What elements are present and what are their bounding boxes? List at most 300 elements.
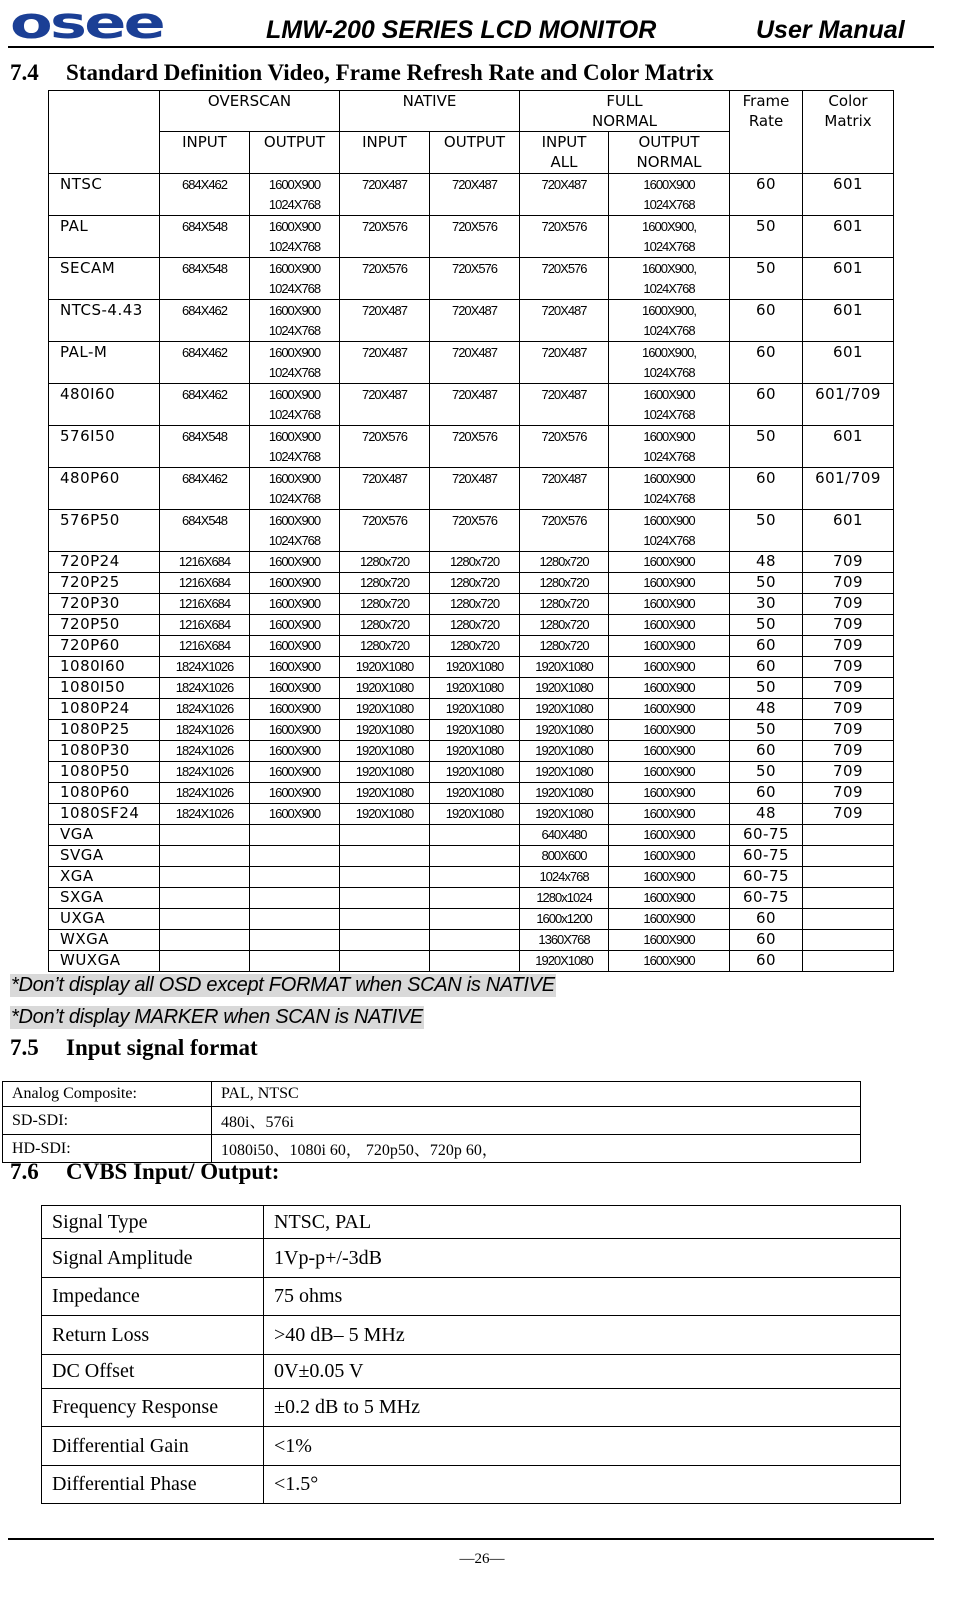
value-cell: 601/709 <box>803 468 894 510</box>
value-cell: 1920X1080 <box>340 762 430 783</box>
value-cell: <1.5° <box>264 1466 901 1504</box>
value-cell: 1600X900 1024X768 <box>250 426 340 468</box>
value-cell: 1824X1026 <box>160 741 250 762</box>
input-signal-table <box>2 1081 861 1163</box>
section-heading-7-5 <box>10 1035 258 1061</box>
value-cell <box>430 846 520 867</box>
value-cell: NTSC, PAL <box>264 1206 901 1239</box>
value-cell <box>430 825 520 846</box>
table-row <box>49 615 894 636</box>
value-cell: 684X462 <box>160 468 250 510</box>
value-cell: 50 <box>730 510 803 552</box>
value-cell <box>803 867 894 888</box>
format-name-cell: PAL <box>49 216 160 258</box>
value-cell: 709 <box>803 636 894 657</box>
value-cell: 1600X900, 1024X768 <box>609 216 730 258</box>
format-name-cell: 480I60 <box>49 384 160 426</box>
value-cell <box>430 909 520 930</box>
value-cell: 1024x768 <box>520 867 609 888</box>
note-marker: *Don’t display MARKER when SCAN is NATIVE <box>11 1006 423 1028</box>
section-heading-7-6 <box>10 1159 279 1185</box>
table-row <box>42 1239 901 1278</box>
format-name-cell: 1080P25 <box>49 720 160 741</box>
table-row <box>49 258 894 300</box>
value-cell: 1600X900 1024X768 <box>609 468 730 510</box>
value-cell: 1600X900 <box>609 552 730 573</box>
value-cell: 1600X900 <box>250 762 340 783</box>
value-cell: 1920X1080 <box>340 657 430 678</box>
value-cell: 1920X1080 <box>430 657 520 678</box>
value-cell: 1280x720 <box>340 594 430 615</box>
value-cell: 30 <box>730 594 803 615</box>
table-row <box>49 825 894 846</box>
value-cell: 720X487 <box>340 174 430 216</box>
header-line: NORMAL <box>636 153 702 171</box>
table-row <box>3 1107 861 1135</box>
value-cell: 709 <box>803 741 894 762</box>
value-cell: 1600X900 <box>250 783 340 804</box>
value-cell <box>160 909 250 930</box>
value-cell: 60 <box>730 909 803 930</box>
value-cell: 1600X900 1024X768 <box>250 258 340 300</box>
value-cell: 1600X900 <box>250 678 340 699</box>
value-cell: 601 <box>803 174 894 216</box>
value-cell: 1600X900 <box>250 552 340 573</box>
value-cell: >40 dB‒ 5 MHz <box>264 1316 901 1355</box>
table-row <box>49 216 894 258</box>
value-cell: 1216X684 <box>160 573 250 594</box>
value-cell: 1216X684 <box>160 636 250 657</box>
value-cell: 60-75 <box>730 888 803 909</box>
value-cell: 1600X900 1024X768 <box>250 216 340 258</box>
value-cell: 1824X1026 <box>160 657 250 678</box>
value-cell: 1600X900 1024X768 <box>250 468 340 510</box>
value-cell: 720X576 <box>520 258 609 300</box>
format-name-cell: WUXGA <box>49 951 160 972</box>
table-row <box>49 657 894 678</box>
value-cell: 1280x720 <box>430 552 520 573</box>
value-cell: 50 <box>730 615 803 636</box>
label-cell: HD-SDI: <box>3 1135 212 1163</box>
value-cell: 1824X1026 <box>160 783 250 804</box>
value-cell: 1600X900 <box>250 636 340 657</box>
value-cell: <1% <box>264 1427 901 1466</box>
value-cell: 720X576 <box>520 426 609 468</box>
value-cell: 720X576 <box>340 510 430 552</box>
label-cell: Analog Composite: <box>3 1082 212 1107</box>
note-osd: *Don’t display all OSD except FORMAT when SCAN is NATIVE <box>11 974 555 996</box>
value-cell: 1824X1026 <box>160 699 250 720</box>
value-cell: 684X462 <box>160 384 250 426</box>
value-cell: 1280x720 <box>430 594 520 615</box>
format-name-cell: NTCS-4.43 <box>49 300 160 342</box>
value-cell: 720X487 <box>340 468 430 510</box>
table-row <box>49 594 894 615</box>
value-cell: 720X576 <box>430 426 520 468</box>
value-cell: 709 <box>803 573 894 594</box>
subheader-cell <box>609 132 730 174</box>
osee-logo: osee <box>10 0 164 49</box>
value-cell: 720X576 <box>520 510 609 552</box>
value-cell: 1920X1080 <box>520 699 609 720</box>
value-cell: 601 <box>803 258 894 300</box>
value-cell <box>340 846 430 867</box>
value-cell: 50 <box>730 258 803 300</box>
value-cell: 1600X900 <box>250 699 340 720</box>
value-cell: 1600x1200 <box>520 909 609 930</box>
value-cell <box>160 867 250 888</box>
value-cell: 709 <box>803 699 894 720</box>
format-name-cell: 1080P50 <box>49 762 160 783</box>
value-cell: 1600X900 <box>609 594 730 615</box>
format-name-cell: 1080P30 <box>49 741 160 762</box>
value-cell <box>250 909 340 930</box>
value-cell <box>430 930 520 951</box>
table-row <box>49 804 894 825</box>
value-cell: 720X487 <box>520 384 609 426</box>
section-number: 7.5 <box>10 1035 39 1060</box>
value-cell: 1Vp-p+/-3dB <box>264 1239 901 1278</box>
value-cell <box>803 909 894 930</box>
value-cell: 684X462 <box>160 174 250 216</box>
value-cell: 60 <box>730 636 803 657</box>
format-name-cell: 1080P24 <box>49 699 160 720</box>
value-cell <box>160 930 250 951</box>
value-cell: 60-75 <box>730 867 803 888</box>
value-cell: 720X487 <box>340 300 430 342</box>
value-cell: 1600X900 <box>609 951 730 972</box>
value-cell: 1360X768 <box>520 930 609 951</box>
value-cell: 709 <box>803 762 894 783</box>
value-cell: 1280x720 <box>520 615 609 636</box>
format-name-cell: 720P24 <box>49 552 160 573</box>
value-cell: 684X548 <box>160 510 250 552</box>
value-cell: 709 <box>803 678 894 699</box>
value-cell: 50 <box>730 573 803 594</box>
format-name-cell: 1080SF24 <box>49 804 160 825</box>
value-cell: 1280x720 <box>430 636 520 657</box>
value-cell: 720X487 <box>520 300 609 342</box>
value-cell: 720X487 <box>340 342 430 384</box>
value-cell: 1600X900 <box>609 804 730 825</box>
value-cell: 684X548 <box>160 258 250 300</box>
value-cell: 1280x720 <box>520 552 609 573</box>
value-cell: 1280x720 <box>340 615 430 636</box>
value-cell: 60 <box>730 300 803 342</box>
value-cell: 1600X900 <box>250 594 340 615</box>
format-name-cell: 480P60 <box>49 468 160 510</box>
value-cell: 720X576 <box>430 510 520 552</box>
header-line: INPUT <box>541 133 587 151</box>
value-cell: 1600X900 1024X768 <box>609 510 730 552</box>
value-cell: ±0.2 dB to 5 MHz <box>264 1389 901 1427</box>
value-cell: 709 <box>803 615 894 636</box>
table-row <box>42 1316 901 1355</box>
value-cell: 1920X1080 <box>430 741 520 762</box>
format-name-cell: 1080I60 <box>49 657 160 678</box>
header-line: Frame <box>742 92 790 110</box>
header-line: Matrix <box>824 112 872 130</box>
header-line: NORMAL <box>592 112 658 130</box>
value-cell: 48 <box>730 552 803 573</box>
label-cell: Impedance <box>42 1278 264 1316</box>
format-name-cell: 576I50 <box>49 426 160 468</box>
label-cell: Differential Phase <box>42 1466 264 1504</box>
value-cell: 601 <box>803 300 894 342</box>
table-row <box>49 846 894 867</box>
value-cell: 75 ohms <box>264 1278 901 1316</box>
value-cell: 1600X900 <box>250 720 340 741</box>
format-name-cell: WXGA <box>49 930 160 951</box>
value-cell: 1920X1080 <box>340 699 430 720</box>
format-name-cell: SVGA <box>49 846 160 867</box>
value-cell <box>340 930 430 951</box>
format-name-cell: 720P25 <box>49 573 160 594</box>
value-cell: 1600X900 1024X768 <box>250 300 340 342</box>
value-cell: 1920X1080 <box>430 762 520 783</box>
section-number: 7.4 <box>10 60 39 85</box>
value-cell: 720X487 <box>430 300 520 342</box>
value-cell: 1280x720 <box>340 552 430 573</box>
value-cell: 60 <box>730 783 803 804</box>
value-cell: 1600X900 <box>609 783 730 804</box>
value-cell <box>340 867 430 888</box>
label-cell: Return Loss <box>42 1316 264 1355</box>
value-cell: 1600X900 <box>609 657 730 678</box>
value-cell: 60 <box>730 741 803 762</box>
table-row <box>49 552 894 573</box>
header-divider <box>8 46 934 48</box>
value-cell: 1920X1080 <box>430 699 520 720</box>
table-row <box>42 1389 901 1427</box>
value-cell: 50 <box>730 426 803 468</box>
value-cell: 1920X1080 <box>340 720 430 741</box>
group-header-native: NATIVE <box>340 91 520 132</box>
table-row <box>3 1082 861 1107</box>
header-line: Color <box>828 92 868 110</box>
value-cell: 60 <box>730 384 803 426</box>
format-name-cell: VGA <box>49 825 160 846</box>
value-cell: 1824X1026 <box>160 804 250 825</box>
format-name-cell: PAL-M <box>49 342 160 384</box>
value-cell: 1600X900 <box>609 909 730 930</box>
header-frame-rate <box>730 91 803 174</box>
value-cell: 50 <box>730 762 803 783</box>
value-cell: 1600X900 <box>609 699 730 720</box>
value-cell: 1600X900 <box>609 720 730 741</box>
format-name-cell: NTSC <box>49 174 160 216</box>
value-cell: 48 <box>730 699 803 720</box>
value-cell: 720X487 <box>430 468 520 510</box>
value-cell: 1280x720 <box>520 573 609 594</box>
value-cell: 60 <box>730 930 803 951</box>
table-row <box>49 762 894 783</box>
value-cell: 720X487 <box>520 174 609 216</box>
table-row <box>49 930 894 951</box>
table-row <box>49 678 894 699</box>
value-cell: 1920X1080 <box>340 678 430 699</box>
value-cell: 1280x720 <box>520 636 609 657</box>
value-cell: 1600X900 <box>609 615 730 636</box>
value-cell: 720X487 <box>430 174 520 216</box>
value-cell: 1920X1080 <box>520 783 609 804</box>
value-cell: 1216X684 <box>160 594 250 615</box>
table-row <box>42 1206 901 1239</box>
value-cell: 1920X1080 <box>340 783 430 804</box>
value-cell: 1600X900 1024X768 <box>250 510 340 552</box>
value-cell <box>430 888 520 909</box>
value-cell: 1920X1080 <box>520 804 609 825</box>
value-cell: 1600X900 <box>250 804 340 825</box>
value-cell: PAL, NTSC <box>212 1082 861 1107</box>
value-cell: 1600X900 1024X768 <box>609 174 730 216</box>
table-row <box>49 342 894 384</box>
table-row <box>49 636 894 657</box>
value-cell <box>340 951 430 972</box>
value-cell: 1600X900, 1024X768 <box>609 300 730 342</box>
value-cell <box>430 867 520 888</box>
header-line: INPUT <box>182 133 227 151</box>
value-cell <box>803 888 894 909</box>
value-cell: 1600X900 1024X768 <box>609 384 730 426</box>
value-cell: 720X576 <box>340 216 430 258</box>
format-name-cell: SECAM <box>49 258 160 300</box>
label-cell: SD-SDI: <box>3 1107 212 1135</box>
value-cell: 1920X1080 <box>520 678 609 699</box>
value-cell: 1824X1026 <box>160 762 250 783</box>
value-cell: 1920X1080 <box>340 741 430 762</box>
value-cell: 709 <box>803 594 894 615</box>
value-cell: 1920X1080 <box>520 762 609 783</box>
format-name-cell: 1080P60 <box>49 783 160 804</box>
value-cell: 60 <box>730 342 803 384</box>
value-cell: 1280x720 <box>520 594 609 615</box>
footer-divider <box>8 1538 934 1540</box>
value-cell: 1600X900 <box>609 846 730 867</box>
value-cell: 50 <box>730 216 803 258</box>
value-cell: 1280x720 <box>430 573 520 594</box>
group-header-overscan: OVERSCAN <box>160 91 340 132</box>
value-cell <box>250 951 340 972</box>
header-line: OUTPUT <box>443 133 506 151</box>
value-cell: 720X487 <box>520 468 609 510</box>
value-cell: 1920X1080 <box>430 783 520 804</box>
value-cell: 684X462 <box>160 342 250 384</box>
format-name-cell: 1080I50 <box>49 678 160 699</box>
value-cell: 709 <box>803 657 894 678</box>
value-cell: 1600X900 <box>609 636 730 657</box>
value-cell: 709 <box>803 783 894 804</box>
value-cell <box>803 951 894 972</box>
value-cell: 684X548 <box>160 426 250 468</box>
value-cell: 800X600 <box>520 846 609 867</box>
value-cell: 720X576 <box>430 216 520 258</box>
table-row <box>49 699 894 720</box>
value-cell <box>160 825 250 846</box>
value-cell: 720X576 <box>430 258 520 300</box>
value-cell: 1600X900 <box>250 657 340 678</box>
value-cell <box>340 888 430 909</box>
value-cell: 480i、576i <box>212 1107 861 1135</box>
value-cell: 720X487 <box>430 342 520 384</box>
label-cell: Signal Amplitude <box>42 1239 264 1278</box>
value-cell: 1600X900 1024X768 <box>250 384 340 426</box>
section-number: 7.6 <box>10 1159 39 1184</box>
value-cell: 1600X900 <box>609 825 730 846</box>
value-cell <box>430 951 520 972</box>
value-cell: 60-75 <box>730 846 803 867</box>
format-name-cell: UXGA <box>49 909 160 930</box>
format-name-cell: 576P50 <box>49 510 160 552</box>
header-line: FULL <box>606 92 643 110</box>
table-row <box>49 888 894 909</box>
header-color-matrix <box>803 91 894 174</box>
table-row <box>42 1427 901 1466</box>
header-line: OUTPUT <box>263 133 326 151</box>
value-cell: 60 <box>730 951 803 972</box>
value-cell: 1920X1080 <box>430 678 520 699</box>
table-row <box>49 867 894 888</box>
value-cell: 1600X900 <box>250 615 340 636</box>
label-cell: Signal Type <box>42 1206 264 1239</box>
value-cell: 1824X1026 <box>160 678 250 699</box>
cvbs-spec-table <box>41 1205 901 1504</box>
subheader-cell <box>250 132 340 174</box>
value-cell: 1600X900 <box>609 573 730 594</box>
value-cell: 684X462 <box>160 300 250 342</box>
value-cell: 1600X900 <box>250 573 340 594</box>
subheader-cell <box>160 132 250 174</box>
format-name-cell: 720P30 <box>49 594 160 615</box>
value-cell <box>250 930 340 951</box>
value-cell: 1920X1080 <box>430 720 520 741</box>
table-row <box>49 909 894 930</box>
table-row <box>49 783 894 804</box>
value-cell: 1600X900 <box>609 678 730 699</box>
value-cell <box>340 825 430 846</box>
value-cell: 601 <box>803 216 894 258</box>
header-line: Rate <box>748 112 784 130</box>
value-cell <box>160 951 250 972</box>
value-cell: 60-75 <box>730 825 803 846</box>
value-cell: 60 <box>730 468 803 510</box>
value-cell: 1280x720 <box>340 573 430 594</box>
value-cell: 1600X900 <box>609 867 730 888</box>
value-cell <box>250 846 340 867</box>
value-cell: 1216X684 <box>160 615 250 636</box>
table-row <box>42 1466 901 1504</box>
format-table <box>48 90 894 972</box>
value-cell: 601 <box>803 426 894 468</box>
value-cell: 1920X1080 <box>430 804 520 825</box>
value-cell: 709 <box>803 720 894 741</box>
value-cell: 1920X1080 <box>520 951 609 972</box>
value-cell: 601 <box>803 510 894 552</box>
label-cell: DC Offset <box>42 1355 264 1389</box>
value-cell <box>340 909 430 930</box>
value-cell: 1216X684 <box>160 552 250 573</box>
subheader-cell <box>430 132 520 174</box>
value-cell: 640X480 <box>520 825 609 846</box>
value-cell <box>250 867 340 888</box>
table-row <box>49 720 894 741</box>
value-cell: 1280x1024 <box>520 888 609 909</box>
value-cell: 1280x720 <box>430 615 520 636</box>
value-cell <box>160 888 250 909</box>
value-cell: 601/709 <box>803 384 894 426</box>
table-row <box>49 573 894 594</box>
value-cell: 1600X900 <box>250 741 340 762</box>
